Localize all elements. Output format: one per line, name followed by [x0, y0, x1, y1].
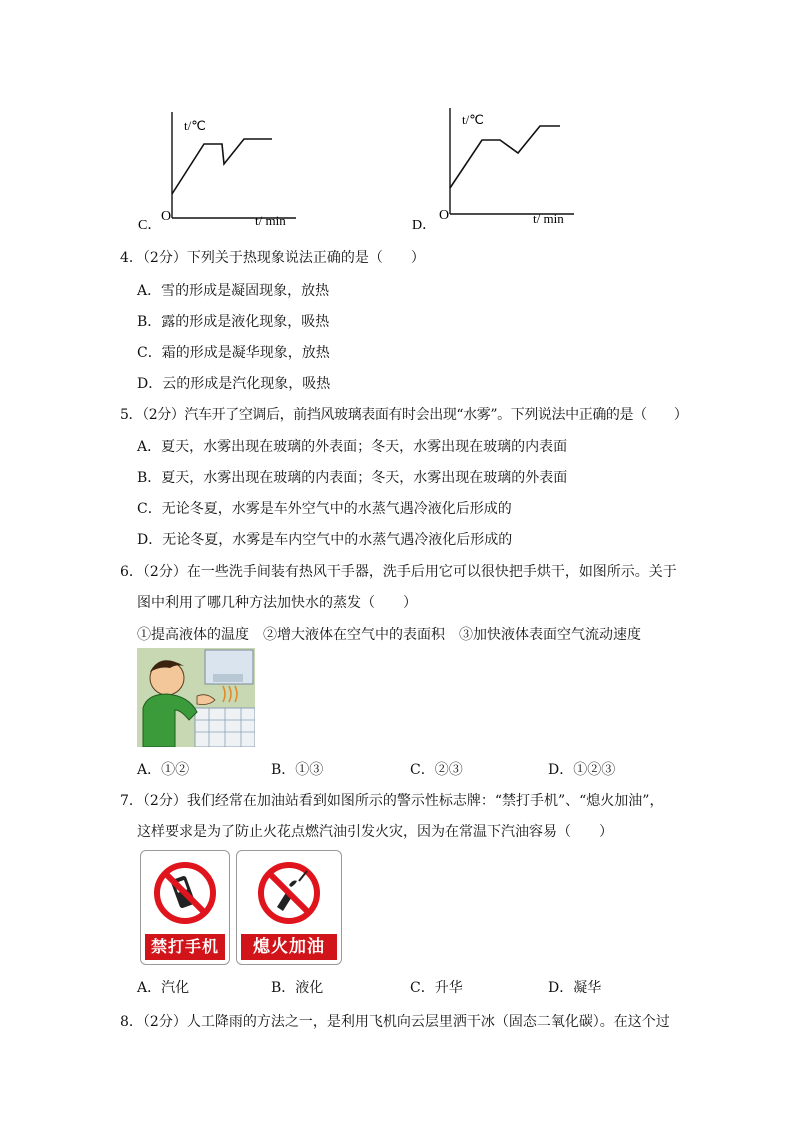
q7-option-d: D．凝华 — [548, 980, 602, 996]
q5-option-d: D．无论冬夏，水雾是车内空气中的水蒸气遇冷液化后形成的 — [137, 532, 513, 548]
question-6-methods: ①提高液体的温度 ②增大液体在空气中的表面积 ③加快液体表面空气流动速度 — [137, 627, 641, 643]
q6-option-b: B．①③ — [271, 762, 324, 778]
question-4-stem: 4．（2分）下列关于热现象说法正确的是（ ） — [120, 250, 425, 266]
question-7-stem-line1: 7．（2分）我们经常在加油站看到如图所示的警示性标志牌：“禁打手机”、“熄火加油”， — [120, 793, 664, 809]
q6-option-c: C．②③ — [410, 762, 463, 778]
temperature-time-graph-d — [410, 106, 580, 230]
y-axis-label: t/℃ — [462, 112, 484, 127]
question-6-stem-line1: 6．（2分）在一些洗手间装有热风干手器，洗手后用它可以很快把手烘干，如图所示。关于 — [120, 564, 677, 580]
engine-off-refuel-sign-label: 熄火加油 — [241, 934, 337, 960]
graph-option-d — [410, 106, 580, 230]
no-phone-sign — [140, 850, 230, 965]
no-phone-icon — [141, 855, 229, 933]
q6-option-d: D．①②③ — [548, 762, 616, 778]
origin-label: O — [161, 209, 172, 224]
question-7-stem-line2: 这样要求是为了防止火花点燃汽油引发火灾，因为在常温下汽油容易（ ） — [137, 824, 613, 840]
q7-option-a: A．汽化 — [137, 980, 190, 996]
question-5-stem: 5．（2分）汽车开了空调后，前挡风玻璃表面有时会出现“水雾”。下列说法中正确的是（ ） — [120, 407, 688, 423]
q4-option-d: D．云的形成是汽化现象，吸热 — [137, 376, 331, 392]
no-fire-icon — [237, 855, 341, 933]
q5-option-b: B．夏天，水雾出现在玻璃的内表面；冬天，水雾出现在玻璃的外表面 — [137, 470, 568, 486]
x-axis-label: t/ min — [533, 211, 564, 226]
origin-label: O — [439, 208, 450, 223]
x-axis-label: t/ min — [255, 213, 286, 228]
hand-dryer-image — [137, 648, 255, 747]
no-phone-sign-label: 禁打手机 — [145, 934, 225, 960]
temperature-time-graph-c — [136, 108, 306, 232]
hand-dryer-illustration — [137, 648, 255, 747]
q7-option-b: B．液化 — [271, 980, 324, 996]
option-label: D． — [412, 218, 437, 230]
question-6-stem-line2: 图中利用了哪几种方法加快水的蒸发（ ） — [137, 595, 417, 611]
q5-option-a: A．夏天，水雾出现在玻璃的外表面；冬天，水雾出现在玻璃的内表面 — [137, 439, 568, 455]
option-label: C． — [138, 218, 162, 232]
engine-off-refuel-sign — [236, 850, 342, 965]
q4-option-a: A．雪的形成是凝固现象，放热 — [137, 283, 330, 299]
q4-option-b: B．露的形成是液化现象，吸热 — [137, 314, 330, 330]
y-axis-label: t/℃ — [184, 118, 206, 133]
q7-option-c: C．升华 — [410, 980, 463, 996]
q4-option-c: C．霜的形成是凝华现象，放热 — [137, 345, 330, 361]
q6-option-a: A．①② — [137, 762, 190, 778]
question-8-stem-line1: 8．（2分）人工降雨的方法之一，是利用飞机向云层里洒干冰（固态二氧化碳）。在这个过 — [120, 1014, 670, 1030]
q5-option-c: C．无论冬夏，水雾是车外空气中的水蒸气遇冷液化后形成的 — [137, 501, 512, 517]
graph-option-c — [136, 108, 306, 232]
